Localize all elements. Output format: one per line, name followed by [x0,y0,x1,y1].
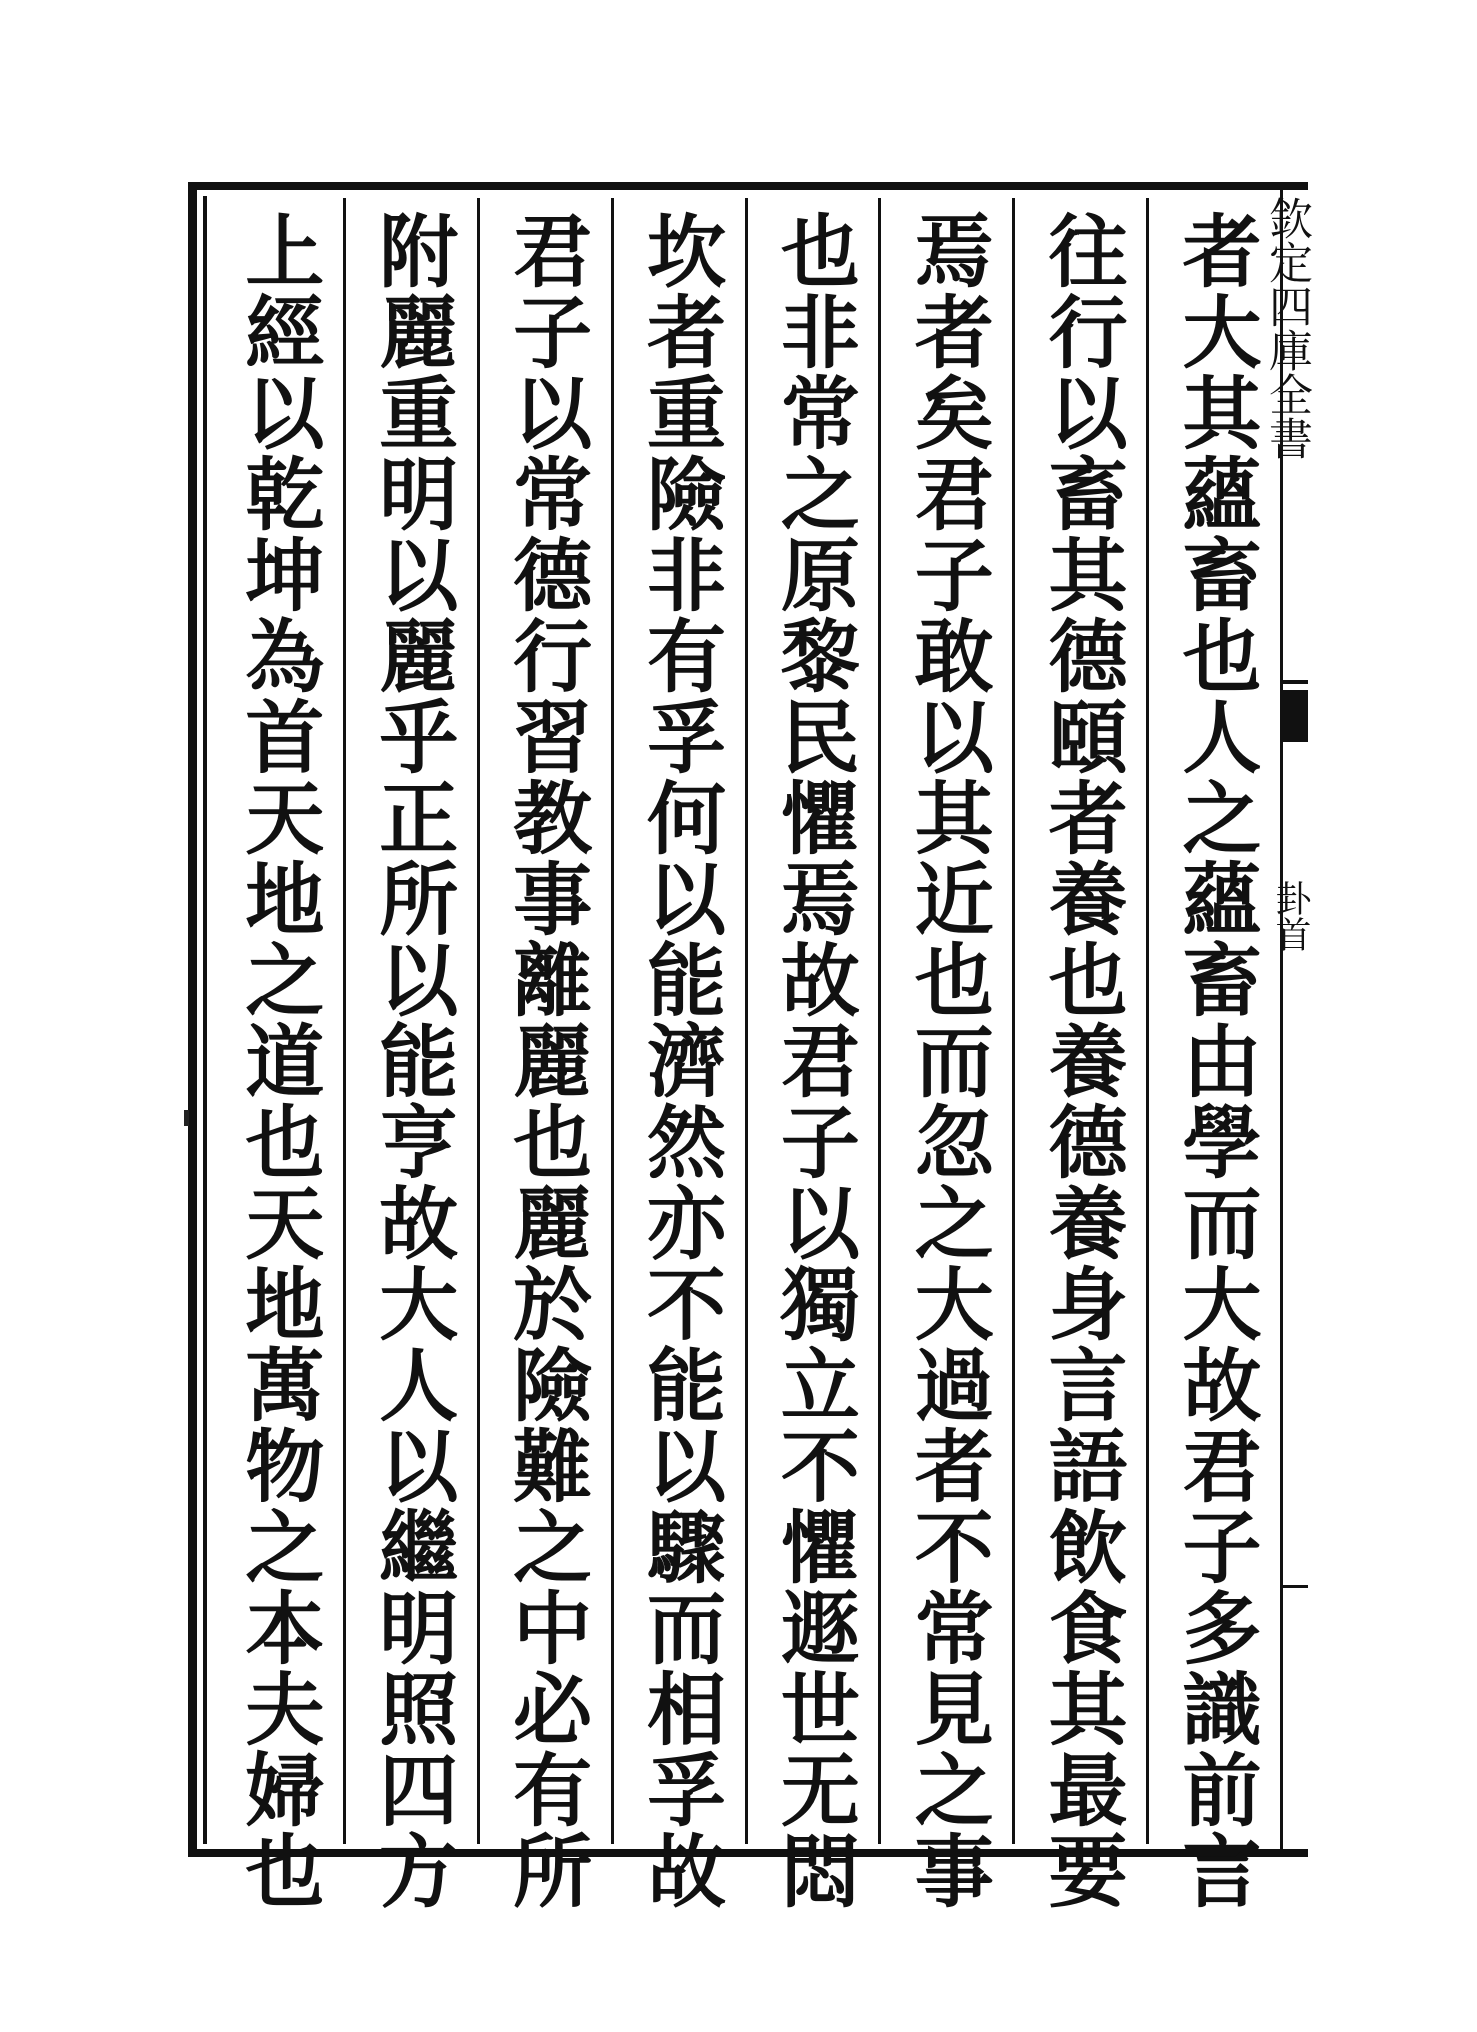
column-text: 焉者矣君子敢以其近也而忽之大過者不常見之事 [901,210,995,1911]
text-column [477,198,611,1911]
column-text: 附麗重明以麗乎正所以能亨故大人以繼明照四方 [365,210,459,1911]
frame-inner-rule [203,196,207,1844]
column-text: 君子以常德行習教事離麗也麗於險難之中必有所 [499,210,593,1911]
text-column [745,198,879,1911]
text-column [611,198,745,1911]
page-number [1283,1585,1308,1588]
margin-label: 卦首 [1270,880,1311,952]
text-column [343,198,477,1911]
text-column [878,198,1012,1911]
text-column [1146,198,1280,1911]
column-text: 上經以乾坤為首天地之道也天地萬物之本夫婦也 [231,210,325,1911]
margin-dot [184,1110,189,1126]
fishtail-mark [1283,690,1308,742]
margin-title: 欽定四庫全書 [1261,196,1312,460]
column-text: 往行以畜其德頤者養也養德養身言語飲食其最要 [1035,210,1129,1911]
text-columns [212,198,1280,1911]
column-text: 坎者重險非有孚何以能濟然亦不能以驟而相孚故 [633,210,727,1911]
fishtail-rule [1283,680,1308,684]
text-column [212,198,343,1911]
column-text: 者大其蘊畜也人之蘊畜由學而大故君子多識前言 [1169,210,1263,1911]
column-text: 也非常之原黎民懼焉故君子以獨立不懼遯世无悶 [767,210,861,1911]
text-column [1012,198,1146,1911]
